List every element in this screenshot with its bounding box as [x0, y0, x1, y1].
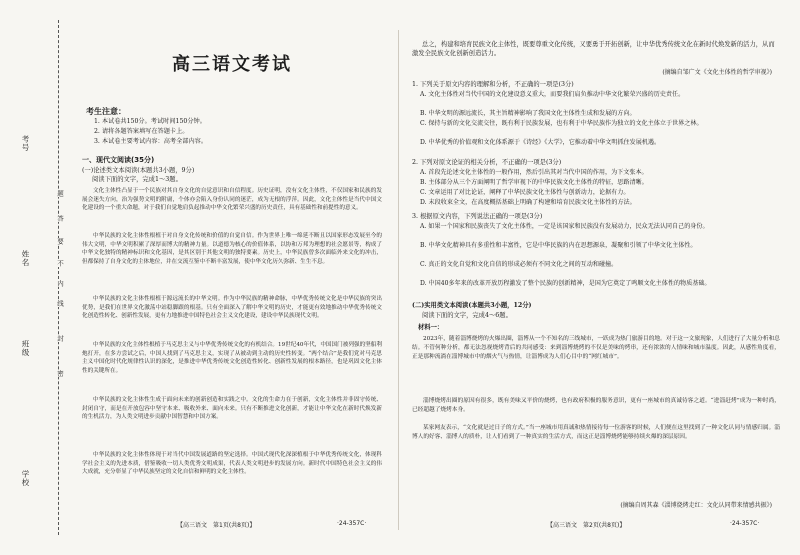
q2-option-b: B. 主体部分从三个方面阐明了哲学审视下的中华民族文化主体性的特征，思路清晰。: [420, 179, 648, 186]
page-footer: 【高三语文 第1页(共8页)】: [177, 522, 256, 529]
page-two: [412, 0, 780, 555]
question-3: 3. 根据原文内容，下列说法正确的一项是(3分): [412, 213, 543, 220]
notice-item: 3. 本试卷主要考试内容：高考全部内容。: [94, 138, 208, 145]
seal-char: 不: [56, 260, 64, 267]
exam-no-label: 考号: [21, 135, 30, 152]
q2-option-d: D. 末段收束全文，在高度概括基础上明确了构建和培育民族文化主体性的方法。: [420, 199, 636, 206]
page-code: ·24-357C·: [337, 520, 367, 527]
seal-char: 答: [56, 215, 64, 222]
notice-heading: 考生注意：: [86, 107, 126, 116]
school-label: 学校: [21, 470, 30, 487]
page-title: 高三语文考试: [172, 54, 292, 75]
notice-item: 1. 本试卷共150分。考试时间150分钟。: [94, 118, 206, 125]
q3-option-c: C. 真正的文化自觉和文化自信的形成必须有不同文化之间的互动和碰撞。: [420, 261, 618, 268]
article-paragraph: 中华民族的文化主体性根植于源远流长的中华文明。作为中华民族的精神命脉，中华优秀传统文化是中华民族的突出优势，是我们在世界文化激荡中站稳脚跟的根基。只有全面深入了解中华文明的历史，才能更有效地推动中华优秀传统文化创造性转化、创新性发展，更有力地推进中国特色社会主义文化建设，建设中华民族现代文明。: [82, 296, 382, 320]
q2-option-c: C. 文章运用了对比论证，阐释了中华民族文化主体性与创新动力，论据有力。: [420, 189, 630, 196]
binding-strip: [0, 0, 66, 555]
q2-option-a: A. 首段先论述文化主体性的一般作用，然后引出其对当代中国的作用，为下文张本。: [420, 169, 648, 176]
q1-option-b: B. 中华文明的源远流长，其主旨精神影响了我国文化主体性生成和发展的方向。: [420, 110, 636, 117]
article-paragraph: 中华民族的文化主体性生成于面向未来的创新创造和实践之中。文化的生命力在于创新，文化主体性并非固守传统、封闭自守，而是在开放包容中坚守本来、吸收外来、面向未来。只有不断推进文化创新，才能让中华文化在新时代焕发新的生机活力，为人类文明进步贡献中国智慧和中国方案。: [82, 397, 382, 421]
subsection-heading: (一)论述类文本阅读(本题共3小题，9分): [82, 167, 195, 174]
reading-instruction: 阅读下面的文字，完成1～3题。: [92, 176, 182, 183]
subsection-heading: (二)实用类文本阅读(本题共3小题，12分): [412, 302, 532, 309]
article-paragraph: 中华民族的文化主体性体现于对当代中国发展道路的坚定选择。中国式现代化深深植根于中华优秀传统文化，体现科学社会主义的先进本质，借鉴吸收一切人类优秀文明成果，代表人类文明进步的发展方向。新时代中国特色社会主义的伟大成就，充分彰显了中华民族坚定的文化自信和鲜明的文化主体性。: [82, 452, 382, 476]
section-heading: 一、现代文阅读(35分): [82, 156, 155, 164]
page-divider: [398, 30, 399, 530]
seal-char: 密: [56, 370, 64, 377]
article-paragraph: 中华民族的文化主体性根植于对自身文化传统和价值的自觉自信。作为世界上唯一绵延不断且以国家形态发展至今的伟大文明，中华文明积累了深厚而博大的精神力量。以道德为核心的价值体系，以协和万邦为理想的社会愿景等，构成了中华文化独特的精神标识和文化基因，是其区别于其他文明的独特要素。历史上，中华民族曾多次面临外来文化的冲击，但都保持了自身文化的主体地位，并在交流互鉴中不断丰富发展，使中华文化历久弥新、生生不息。: [82, 233, 382, 266]
seal-line: [58, 20, 59, 535]
notice-list: [94, 117, 207, 147]
seal-char: 线: [56, 300, 64, 307]
q3-option-b: B. 中华文化精神具有多重性和丰富性，它是中华民族的内在思想源泉，凝聚和引领了中华文化主体性。: [420, 242, 697, 249]
reading-instruction: 阅读下面的文字，完成4～6题。: [422, 312, 512, 319]
material-paragraph: 某家网友表示，“文化就是过日子的方式。”当一座城市用真诚和热情接待每一位游客的时候，人们便在这里找到了一种文化认同与情感归属。淄博人的好客、淄博人的质朴，让人们看到了一种真实的生活方式，而这正是淄博烧烤能够持续火爆的深层原因。: [412, 425, 780, 440]
class-label: 班级: [21, 340, 30, 357]
page-one: [82, 0, 382, 555]
question-2: 2. 下列对原文论证的相关分析，不正确的一项是(3分): [412, 159, 562, 166]
seal-char: 要: [56, 238, 64, 245]
seal-char: 题: [56, 190, 64, 197]
material-paragraph: 2023年，随着淄博烧烤的火爆出圈，淄博从一个不知名的三线城市，一跃成为热门旅游目的地。对于这一文旅现象，人们进行了大量分析和总结。不管何种分析，都无法忽视烧烤背后的共同感受：来到淄博烧烤的不仅是美味的烤串，还有浓浓的人情味和城市温度。因此，从感性角度看，正是那种流淌在淄博城市中的烟火气与热情，让淄博成为人们心目中的“网红城市”。: [412, 336, 780, 360]
page-code: ·24-357C·: [730, 520, 760, 527]
q1-option-a: A. 文化主体性对当代中国的文化建设意义重大，而要我们肩负推动中华文化繁荣兴盛的历史责任。: [420, 91, 685, 98]
material-label: 材料一：: [418, 324, 444, 331]
article-conclusion: 总之，构建和培育民族文化主体性，既要尊重文化传统，又要勇于开拓创新，让中华优秀传统文化在新时代焕发新的活力，从而激发全民族文化创新创造活力。: [412, 41, 775, 58]
q3-option-a: A. 如果一个国家和民族丧失了文化主体性，一定是该国家和民族没有发展动力，民众无法认同自己的身份。: [420, 223, 709, 230]
seal-char: 内: [56, 280, 64, 287]
material-paragraph: 淄博烧烤出圈的原因有很多，既有美味又平价的烧烤，也有政府积极的服务意识，更有一座城市的真诚待客之道。“进淄赶烤”成为一种时尚，已经超越了烧烤本身。: [412, 398, 780, 413]
q1-option-c: C. 保持与新的文化交流交往，既有利于民族发展，也有利于中华民族作为独立的文化主体立于世界之林。: [420, 120, 703, 127]
q3-option-d: D. 中国40多年来的改革开放历程激发了整个民族的创新精神，是国为它奠定了鸣顺文化主体性的物质基础。: [420, 280, 711, 287]
name-label: 姓名: [21, 250, 30, 267]
question-1: 1. 下列关于原文内容的理解和分析，不正确的一项是(3分): [412, 81, 574, 88]
q1-option-d: D. 中华优秀的价值观和文化体系源于《诗经》《大学》，它推动着中华文明抓住发展机遇。: [420, 139, 661, 146]
seal-char: 封: [56, 335, 64, 342]
article-paragraph: 中华民族的文化主体性根植于马克思主义与中华优秀传统文化的有机结合。19世纪40年代，中国国门被列强的坚船利炮打开，在多方尝试之后，中国人找到了马克思主义，实现了从被动到主动的历史性转变。“两个结合”是我们党对马克思主义中国化时代化规律性认识的深化，是推进中华优秀传统文化创造性转化、创新性发展的根本路径，也是巩固文化主体性的关键所在。: [82, 342, 382, 375]
source-citation: (摘编自邹广文《文化主体性的哲学审视》): [662, 69, 772, 76]
notice-item: 2. 请将各题答案填写在答题卡上。: [94, 128, 189, 135]
article-paragraph: 文化主体性凸显于一个民族对其自身文化的自觉意识和自信程度。历史证明，没有文化主体性，不仅国家和民族的发展会迷失方向，治为强势文明的附庸，个体亦会陷入身份认同的迷茫，成为无根的浮萍。因此，文化主体性是当代中国文化建设的一个重大命题，对于我们自觉地肩负起推动中华文化繁荣兴盛的历史责任，具有基础性和前提性的意义。: [82, 188, 382, 212]
page-footer: 【高三语文 第2页(共8页)】: [547, 522, 626, 529]
source-citation: (摘编自周其森《淄博烧烤走红：文化认同带来情感共振》): [620, 502, 772, 509]
